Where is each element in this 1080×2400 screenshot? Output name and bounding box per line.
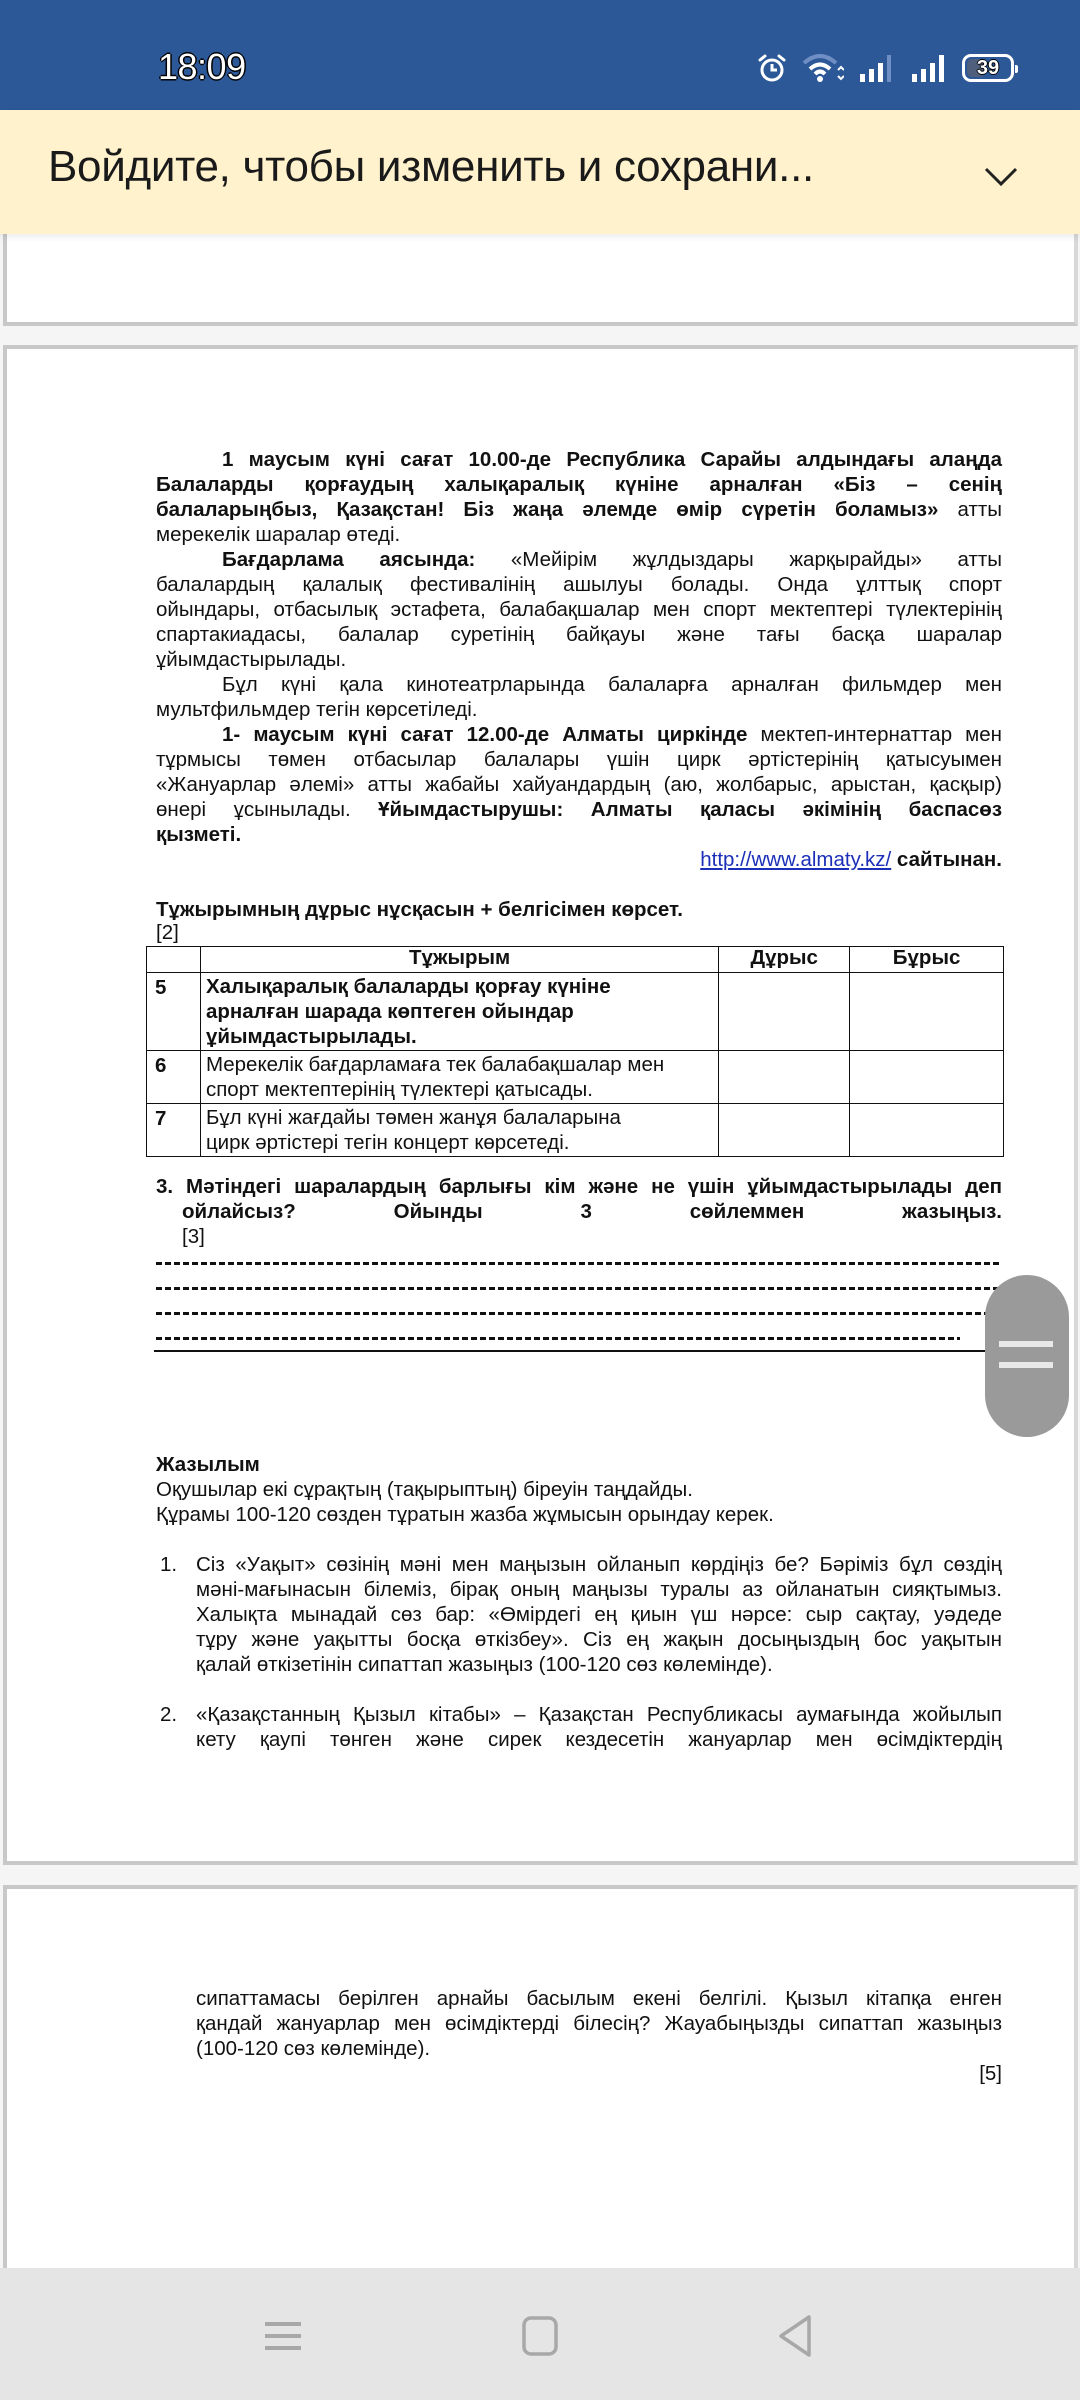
writing-item-num: 1.	[160, 1553, 178, 1576]
task2-marks: [2]	[156, 921, 179, 944]
wifi-icon	[802, 52, 844, 84]
table-header-row	[147, 947, 1004, 973]
home-button[interactable]	[500, 2296, 580, 2376]
status-time: 18:09	[158, 46, 246, 87]
back-button[interactable]	[755, 2296, 835, 2376]
table-header-correct: Дұрыс	[719, 947, 850, 973]
writing-marks: [5]	[979, 2062, 1002, 2085]
section-divider	[154, 1350, 1004, 1352]
correct-cell[interactable]	[719, 1104, 850, 1157]
incorrect-cell[interactable]	[850, 1051, 1004, 1104]
reading-paragraph-4: 1- маусым күні сағат 12.00-де Алматы циркінде мектеп-интернаттар мен тұрмысы төмен отбасылар балалары үшін цирк әртістерінің қатысуымен «Жануарлар әлемі» атты жабайы хайуандардың (аю, жолбарыс, арыстан, қасқыр) өнері ұсынылады. Ұйымдастырушы: Алматы қаласы әкімінің баспасөз қызметі.	[156, 723, 1003, 846]
incorrect-cell[interactable]	[850, 1104, 1004, 1157]
table-header-incorrect: Бұрыс	[850, 947, 1004, 973]
table-header-num	[147, 947, 201, 973]
answer-line-3[interactable]	[156, 1312, 1002, 1315]
chevron-down-icon[interactable]	[984, 166, 1018, 188]
writing-title: Жазылым	[156, 1453, 260, 1476]
battery-icon	[962, 54, 1014, 82]
table-row: 6 Мерекелік бағдарламаға тек балабақшалар мен спорт мектептерінің түлектері қатысады.	[147, 1051, 1004, 1104]
reading-paragraph-1: 1 маусым күні сағат 10.00-де Республика Сарайы алдындағы алаңда Балаларды қорғаудың халықаралық күніне арналған «Біз – сенің балаларыңбыз, Қазақстан! Біз жаңа әлемде өмір сүретін боламыз» атты мерекелік шаралар өтеді.	[156, 448, 1002, 546]
task3-marks: [3]	[182, 1225, 205, 1248]
writing-item-2: 2. «Қазақстанның Қызыл кітабы» – Қазақстан Республикасы аумағында жойылып кету қаупі төнген және сирек кездесетін жануарлар мен өсімдіктердің	[160, 1703, 1002, 1751]
table-row: 5 Халықаралық балаларды қорғау күніне арналған шарада көптеген ойындар ұйымдастырылады.	[147, 973, 1004, 1051]
writing-item-2-continued: сипаттамасы берілген арнайы басылым екені белгілі. Қызыл кітапқа енген қандай жануарлар мен өсімдіктерді білесің? Жауабыңызды сипаттап жазыңыз (100-120 сөз көлемінде).	[196, 1987, 1002, 2060]
answer-line-2[interactable]	[156, 1287, 1002, 1290]
drag-handle-icon[interactable]	[985, 1275, 1069, 1437]
writing-item-num: 2.	[160, 1703, 178, 1726]
writing-section-intro: Жазылым Оқушылар екі сұрақтың (тақырыптың) біреуін таңдайды. Құрамы 100-120 сөзден тұратын жазба жұмысын орындау керек.	[156, 1452, 1002, 1527]
correct-cell[interactable]	[719, 973, 850, 1051]
reading-paragraph-3: Бұл күні қала кинотеатрларында балаларға арналған фильмдер мен мультфильмдер тегін көрсетіледі.	[156, 673, 1002, 721]
answer-line-4[interactable]	[156, 1337, 960, 1340]
signal-sim2-icon	[910, 52, 948, 84]
table-header-statement: Тұжырым	[200, 947, 718, 973]
back-icon	[775, 2314, 815, 2358]
correct-cell[interactable]	[719, 1051, 850, 1104]
recents-button[interactable]	[243, 2296, 323, 2376]
statement-table	[146, 946, 1004, 1157]
task3-question: 3. Мәтіндегі шаралардың барлығы кім және не үшін ұйымдастырылады деп ойлайсыз? Ойынды 3 сөйлеммен жазыңыз.	[156, 1175, 1002, 1223]
incorrect-cell[interactable]	[850, 973, 1004, 1051]
home-icon	[520, 2316, 560, 2356]
answer-line-1[interactable]	[156, 1262, 1002, 1265]
navigation-bar	[0, 2268, 1080, 2400]
table-row: 7 Бұл күні жағдайы төмен жанұя балаларына цирк әртістері тегін концерт көрсетеді.	[147, 1104, 1004, 1157]
source-link[interactable]: http://www.almaty.kz/	[700, 848, 892, 871]
battery-level: 39	[976, 56, 1000, 79]
writing-item-1: 1. Сіз «Уақыт» сөзінің мәні мен маңызын ойланып көрдіңіз бе? Бәріміз бұл сөздің мәні-мағынасын білеміз, бірақ оның маңызы туралы аз ойланатын сияқтымыз. Халықта мынадай сөз бар: «Өмірдегі ең қиын үш нәрсе: сыр сақтау, уәдеде тұру және уақытты босқа өткізбеу». Сіз ең жақын досыңыздың бос уақытын қалай өткізетінін сипаттап жазыңыз (100-120 сөз көлемінде).	[160, 1553, 1002, 1676]
signal-sim1-icon	[858, 52, 896, 84]
source-line: http://www.almaty.kz/ сайтынан.	[700, 848, 1002, 871]
recents-menu-icon	[263, 2316, 303, 2356]
sign-in-banner[interactable]	[0, 110, 1080, 234]
status-bar	[0, 0, 1080, 110]
task2-instruction: Тұжырымның дұрыс нұсқасын + белгісімен көрсет. [2]	[156, 897, 1002, 944]
alarm-icon	[756, 52, 788, 84]
banner-text: Войдите, чтобы изменить и сохрани...	[48, 142, 814, 191]
reading-paragraph-2: Бағдарлама аясында: «Мейірім жұлдыздары жарқырайды» атты балалардың қалалық фестивалінің ашылуы болады. Онда ұлттық спорт ойындары, отбасылық эстафета, балабақшалар мен спорт мектептері түлектерінің спартакиадасы, балалар суретінің байқауы және тағы басқа шаралар ұйымдастырылады.	[156, 548, 1002, 671]
status-icons	[756, 50, 1014, 86]
